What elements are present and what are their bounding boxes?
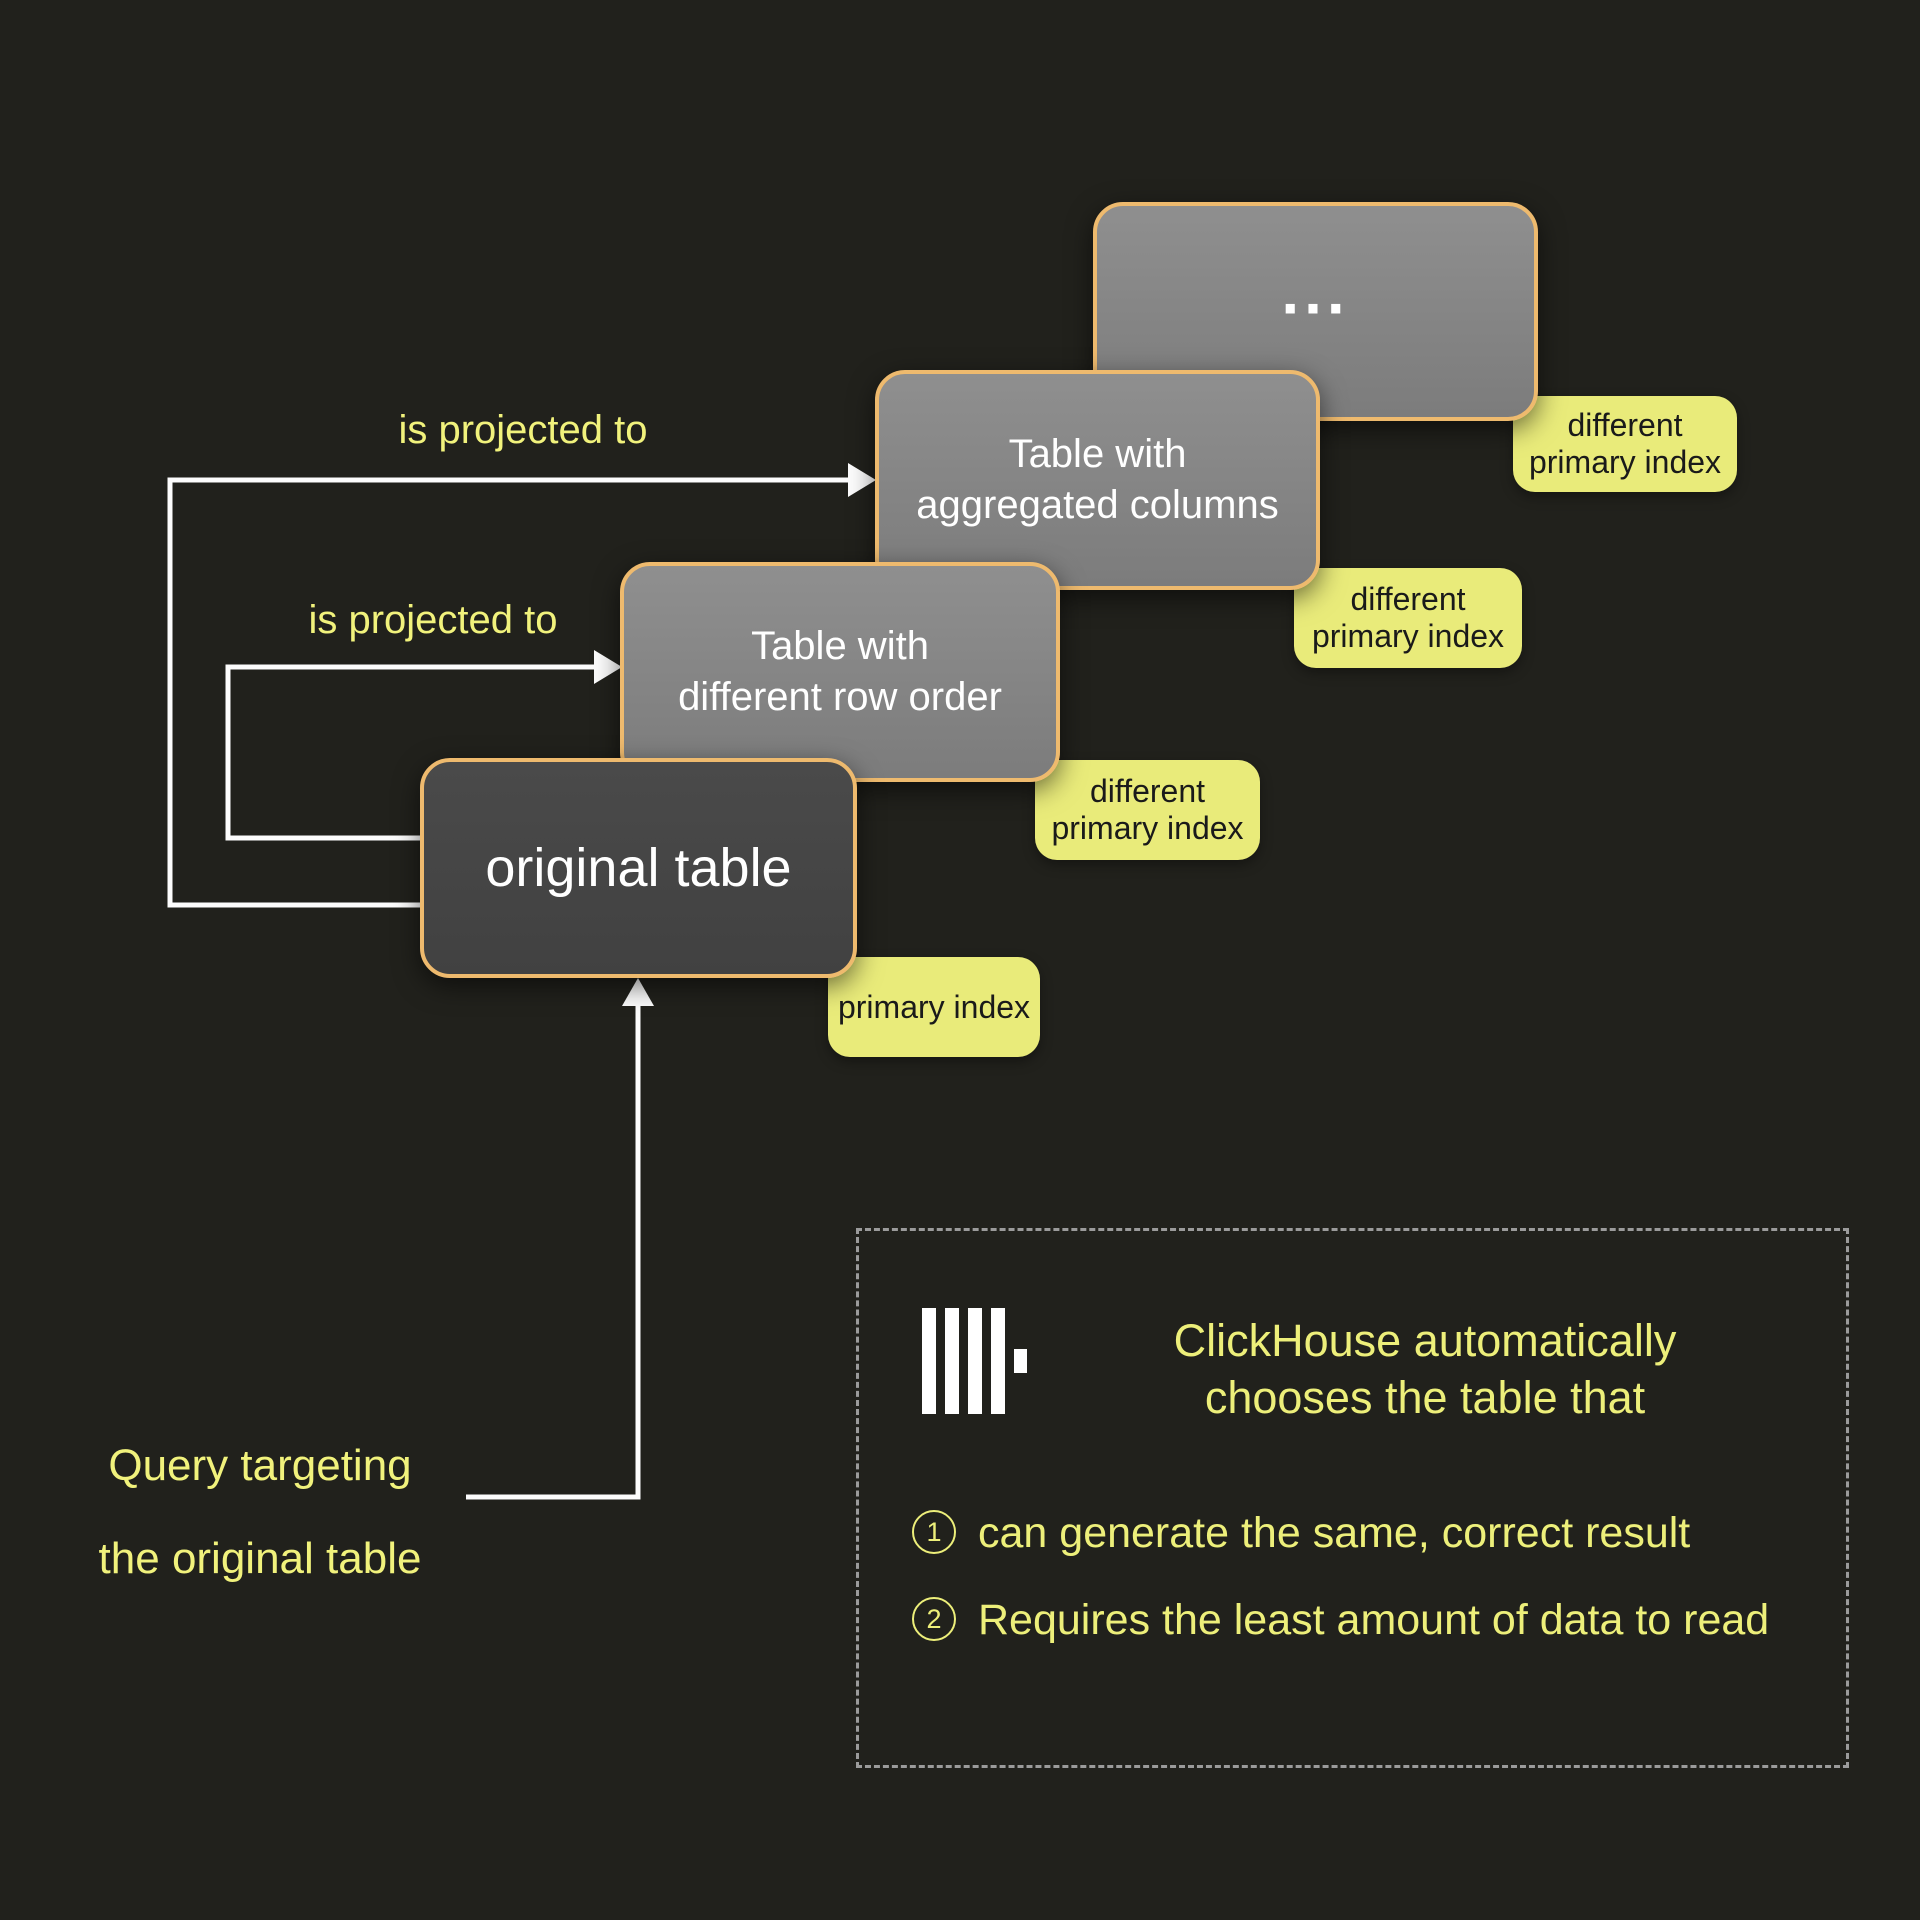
badge-line: primary index (1311, 618, 1505, 654)
panel-item-text: Requires the least amount of data to read (978, 1596, 1770, 1644)
badge-line: different (1350, 581, 1466, 617)
badge-different-primary-index-aggregated (1294, 568, 1522, 668)
panel-list (912, 1505, 1852, 1679)
badge-line: different (1567, 407, 1683, 443)
clickhouse-logo-icon (922, 1308, 1030, 1414)
badge-line: different (1089, 773, 1206, 809)
panel-title-line2: chooses the table that (1204, 1372, 1646, 1423)
panel-title-line1: ClickHouse automatically (1173, 1315, 1677, 1366)
query-annotation-line1: Query targeting (108, 1441, 412, 1490)
edge-label-is-projected-to-top: is projected to (398, 408, 648, 452)
ellipsis-text: ... (1281, 255, 1350, 328)
query-annotation-line2: the original table (98, 1534, 422, 1583)
badge-different-primary-index-roworder (1035, 760, 1260, 860)
panel-item-1 (912, 1505, 1852, 1561)
table-box-aggregated-columns (875, 370, 1320, 590)
circled-number-2-icon: 2 (912, 1597, 956, 1641)
table-box-label: original table (485, 838, 792, 898)
arrowhead-aggregated (848, 463, 876, 497)
logo-bar (991, 1308, 1005, 1414)
edge-label-is-projected-to-middle: is projected to (308, 598, 558, 642)
table-box-original (420, 758, 857, 978)
table-box-label-line: different row order (678, 675, 1002, 719)
panel-title (1060, 1312, 1790, 1426)
arrow-query-to-original (466, 1004, 638, 1497)
arrowhead-original (622, 978, 654, 1006)
badge-primary-index (828, 957, 1040, 1057)
logo-bar (922, 1308, 936, 1414)
badge-line: primary index (1528, 444, 1722, 480)
badge-line: primary index (837, 988, 1031, 1025)
badge-line: primary index (1051, 810, 1244, 846)
table-box-label-line: Table with (751, 624, 929, 668)
panel-item-2 (912, 1592, 1852, 1648)
table-box-label-line: Table with (1008, 432, 1187, 476)
logo-bar-short (1014, 1349, 1027, 1373)
logo-bar (968, 1308, 982, 1414)
badge-different-primary-index-dots (1513, 396, 1737, 492)
table-box-different-row-order (620, 562, 1060, 782)
arrowhead-roworder (594, 650, 622, 684)
logo-bar (945, 1308, 959, 1414)
panel-item-text: can generate the same, correct result (978, 1509, 1691, 1557)
table-box-label-line: aggregated columns (916, 483, 1279, 527)
circled-number-1-icon: 1 (912, 1510, 956, 1554)
